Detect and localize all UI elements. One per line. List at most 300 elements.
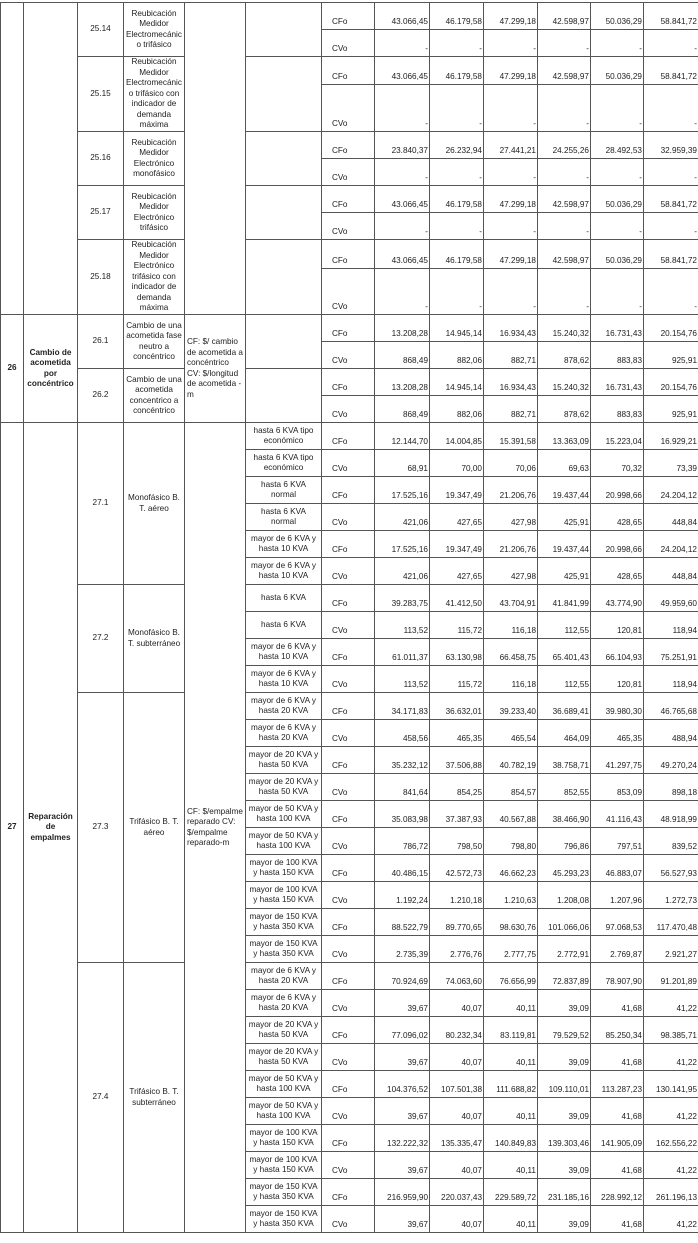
table-row [1,186,698,213]
cvo-value: 798,80 [484,828,538,855]
cvo-value: 118,94 [644,666,698,693]
cfo-label: CFo [322,963,375,990]
cvo-value: 2.735,39 [375,936,430,963]
cfo-value: 32.959,39 [644,132,698,159]
cvo-value: - [644,213,698,240]
item-code: 25.15 [78,57,124,132]
range-cell [246,132,322,186]
cfo-value: 39.980,30 [591,693,644,720]
cvo-label: CVo [322,720,375,747]
cvo-value: 839,52 [644,828,698,855]
cfo-label: CFo [322,477,375,504]
cfo-value: 113.287,23 [591,1071,644,1098]
cfo-value: 20.998,66 [591,531,644,558]
cfo-label: CFo [322,747,375,774]
cvo-value: 465,54 [484,720,538,747]
cvo-value: - [591,159,644,186]
kva-range: mayor de 6 KVA y hasta 10 KVA [246,666,322,693]
section-number-cell [1,3,24,315]
cfo-value: 14.945,14 [430,369,484,396]
kva-range: hasta 6 KVA normal [246,477,322,504]
cfo-value: 78.907,90 [591,963,644,990]
cvo-value: 120,81 [591,612,644,639]
cvo-label: CVo [322,774,375,801]
range-cell [246,3,322,57]
cvo-value: - [375,30,430,57]
kva-range: hasta 6 KVA tipo económico [246,423,322,450]
cvo-value: 882,06 [430,396,484,423]
cvo-value: 854,25 [430,774,484,801]
cvo-value: 41,22 [644,1044,698,1071]
range-cell [246,369,322,423]
cfo-value: 47.299,18 [484,186,538,213]
cfo-value: 46.179,58 [430,186,484,213]
section-title-cell [24,3,78,315]
item-code: 26.1 [78,315,124,369]
cvo-value: 41,68 [591,1206,644,1233]
unit-description: CF: $/empalme reparado CV: $/empalme reparado-m [185,423,246,1233]
cvo-value: - [538,159,591,186]
cfo-value: 40.486,15 [375,855,430,882]
cvo-value: 115,72 [430,666,484,693]
cfo-value: 162.556,22 [644,1125,698,1152]
cvo-value: 448,84 [644,504,698,531]
cfo-label: CFo [322,1125,375,1152]
cfo-value: 37.387,93 [430,801,484,828]
cfo-value: 34.171,83 [375,693,430,720]
kva-range: mayor de 150 KVA y hasta 350 KVA [246,1179,322,1206]
cfo-value: 58.841,72 [644,240,698,269]
cfo-value: 58.841,72 [644,186,698,213]
cvo-value: 116,18 [484,612,538,639]
cfo-value: 47.299,18 [484,240,538,269]
cvo-value: 2.769,87 [591,936,644,963]
cvo-value: 40,07 [430,1098,484,1125]
cvo-value: - [644,30,698,57]
cvo-value: 2.921,27 [644,936,698,963]
cfo-value: 19.347,49 [430,477,484,504]
cfo-value: 74.063,60 [430,963,484,990]
cvo-value: 1.192,24 [375,882,430,909]
item-name: Cambio de una acometida concentrico a concéntrico [124,369,185,423]
cfo-value: 49.270,24 [644,747,698,774]
cvo-value: 878,62 [538,342,591,369]
cfo-label: CFo [322,801,375,828]
kva-range: mayor de 6 KVA y hasta 20 KVA [246,693,322,720]
cfo-value: 77.096,02 [375,1017,430,1044]
cfo-value: 43.066,45 [375,186,430,213]
cvo-label: CVo [322,450,375,477]
cfo-value: 130.141,95 [644,1071,698,1098]
cfo-label: CFo [322,693,375,720]
cvo-label: CVo [322,828,375,855]
cfo-label: CFo [322,3,375,30]
kva-range: hasta 6 KVA tipo económico [246,450,322,477]
cfo-value: 107.501,38 [430,1071,484,1098]
cvo-value: 427,98 [484,504,538,531]
cfo-value: 80.232,34 [430,1017,484,1044]
cfo-value: 26.232,94 [430,132,484,159]
cfo-value: 98.630,76 [484,909,538,936]
table-row [1,369,698,396]
kva-range: mayor de 6 KVA y hasta 10 KVA [246,558,322,585]
cvo-value: 40,11 [484,1098,538,1125]
cvo-label: CVo [322,990,375,1017]
cvo-value: 448,84 [644,558,698,585]
cfo-label: CFo [322,909,375,936]
kva-range: mayor de 50 KVA y hasta 100 KVA [246,828,322,855]
cfo-value: 43.066,45 [375,3,430,30]
cfo-value: 50.036,29 [591,3,644,30]
item-name: Reubicación Medidor Electrónico trifásico con indicador de demanda máxima [124,240,185,315]
cvo-value: 39,67 [375,1044,430,1071]
cfo-value: 35.083,98 [375,801,430,828]
cfo-value: 43.066,45 [375,57,430,85]
cvo-value: 70,06 [484,450,538,477]
cvo-label: CVo [322,269,375,315]
cfo-value: 139.303,46 [538,1125,591,1152]
cvo-value: 797,51 [591,828,644,855]
kva-range: mayor de 150 KVA y hasta 350 KVA [246,909,322,936]
cfo-label: CFo [322,132,375,159]
cvo-value: 428,65 [591,504,644,531]
cfo-value: 48.918,99 [644,801,698,828]
cfo-value: 20.154,76 [644,369,698,396]
section-title: Reparación de empalmes [24,423,78,1233]
cfo-value: 132.222,32 [375,1125,430,1152]
cvo-value: 458,56 [375,720,430,747]
cvo-label: CVo [322,558,375,585]
item-name: Reubicación Medidor Electrónico trifásico [124,186,185,240]
cvo-value: - [430,269,484,315]
cfo-value: 43.704,91 [484,585,538,612]
cfo-value: 46.179,58 [430,240,484,269]
cvo-value: 868,49 [375,342,430,369]
table-row [1,240,698,269]
cvo-value: 41,68 [591,1152,644,1179]
cvo-value: - [644,159,698,186]
cvo-value: 39,67 [375,1206,430,1233]
cfo-value: 58.841,72 [644,3,698,30]
cvo-value: 113,52 [375,666,430,693]
cvo-value: 465,35 [430,720,484,747]
kva-range: mayor de 50 KVA y hasta 100 KVA [246,801,322,828]
cvo-value: 854,57 [484,774,538,801]
cfo-value: 24.255,26 [538,132,591,159]
cvo-value: 40,07 [430,1206,484,1233]
cfo-value: 79.529,52 [538,1017,591,1044]
cvo-value: 465,35 [591,720,644,747]
cfo-value: 42.598,97 [538,57,591,85]
cfo-value: 17.525,16 [375,531,430,558]
kva-range: mayor de 20 KVA y hasta 50 KVA [246,1044,322,1071]
cvo-value: - [591,30,644,57]
cvo-value: - [484,159,538,186]
cfo-value: 36.689,41 [538,693,591,720]
cfo-label: CFo [322,240,375,269]
cvo-value: 428,65 [591,558,644,585]
cfo-value: 36.632,01 [430,693,484,720]
cfo-value: 13.208,28 [375,315,430,342]
cfo-value: 16.934,43 [484,315,538,342]
cvo-value: 39,09 [538,1152,591,1179]
item-code: 27.1 [78,423,124,585]
cvo-value: 425,91 [538,504,591,531]
cvo-value: 40,07 [430,1044,484,1071]
cfo-label: CFo [322,1017,375,1044]
item-code: 27.3 [78,693,124,963]
item-code: 27.2 [78,585,124,693]
cvo-value: - [430,30,484,57]
cvo-value: 39,09 [538,1098,591,1125]
cfo-value: 42.572,73 [430,855,484,882]
item-code: 25.16 [78,132,124,186]
item-code: 26.2 [78,369,124,423]
item-code: 25.17 [78,186,124,240]
item-name: Reubicación Medidor Electromecánic o trifásico [124,3,185,57]
cfo-value: 70.924,69 [375,963,430,990]
cvo-value: 40,11 [484,1044,538,1071]
cvo-value: 39,09 [538,1206,591,1233]
cvo-value: - [484,85,538,132]
cfo-label: CFo [322,57,375,85]
cfo-value: 41.412,50 [430,585,484,612]
cfo-value: 16.731,43 [591,369,644,396]
cfo-value: 20.998,66 [591,477,644,504]
cfo-value: 83.119,81 [484,1017,538,1044]
cfo-value: 98.385,71 [644,1017,698,1044]
cfo-label: CFo [322,423,375,450]
cfo-value: 56.527,93 [644,855,698,882]
kva-range: mayor de 20 KVA y hasta 50 KVA [246,774,322,801]
cfo-value: 24.204,12 [644,477,698,504]
item-name: Reubicación Medidor Electromecánic o trifásico con indicador de demanda máxima [124,57,185,132]
cfo-value: 46.883,07 [591,855,644,882]
cvo-value: - [484,213,538,240]
cfo-value: 66.104,93 [591,639,644,666]
cvo-label: CVo [322,85,375,132]
cfo-value: 58.841,72 [644,57,698,85]
cvo-value: 40,11 [484,1206,538,1233]
tariff-table [0,2,698,1233]
cvo-label: CVo [322,159,375,186]
cfo-value: 46.662,23 [484,855,538,882]
cvo-value: 70,00 [430,450,484,477]
table-row [1,693,698,720]
cvo-value: 40,07 [430,990,484,1017]
cvo-value: - [591,269,644,315]
cvo-value: 39,67 [375,1098,430,1125]
cvo-value: 841,64 [375,774,430,801]
cfo-value: 216.959,90 [375,1179,430,1206]
item-name: Monofásico B. T. subterráneo [124,585,185,693]
cvo-value: 925,91 [644,342,698,369]
cfo-value: 42.598,97 [538,3,591,30]
table-row [1,132,698,159]
cvo-value: 40,11 [484,1152,538,1179]
cfo-value: 38.466,90 [538,801,591,828]
kva-range: hasta 6 KVA normal [246,504,322,531]
cvo-value: 488,94 [644,720,698,747]
cvo-value: 868,49 [375,396,430,423]
cfo-value: 15.223,04 [591,423,644,450]
table-row [1,585,698,612]
item-code: 25.14 [78,3,124,57]
cfo-label: CFo [322,1179,375,1206]
range-cell [246,186,322,240]
kva-range: mayor de 20 KVA y hasta 50 KVA [246,747,322,774]
cfo-value: 50.036,29 [591,240,644,269]
cfo-value: 72.837,89 [538,963,591,990]
cvo-value: 41,68 [591,1044,644,1071]
cfo-value: 24.204,12 [644,531,698,558]
cvo-value: 41,22 [644,1098,698,1125]
section-number: 27 [1,423,24,1233]
cfo-value: 16.934,43 [484,369,538,396]
cvo-label: CVo [322,504,375,531]
cfo-value: 42.598,97 [538,240,591,269]
cvo-value: 878,62 [538,396,591,423]
cvo-value: - [538,213,591,240]
cvo-value: - [644,85,698,132]
item-name: Monofásico B. T. aéreo [124,423,185,585]
cvo-value: 41,22 [644,1206,698,1233]
table-row [1,315,698,342]
cvo-value: 115,72 [430,612,484,639]
unit-description: CF: $/ cambio de acometida a concéntrico CV: $/longitud de acometida -m [185,315,246,423]
kva-range: mayor de 6 KVA y hasta 10 KVA [246,639,322,666]
cvo-value: - [375,269,430,315]
cfo-value: 15.240,32 [538,315,591,342]
cfo-value: 16.731,43 [591,315,644,342]
cvo-value: 41,22 [644,990,698,1017]
cfo-value: 12.144,70 [375,423,430,450]
cvo-value: 786,72 [375,828,430,855]
cfo-value: 19.437,44 [538,477,591,504]
cfo-value: 47.299,18 [484,57,538,85]
kva-range: mayor de 150 KVA y hasta 350 KVA [246,1206,322,1233]
cvo-value: - [430,85,484,132]
cfo-value: 46.765,68 [644,693,698,720]
table-row [1,57,698,85]
cfo-value: 46.179,58 [430,57,484,85]
cfo-value: 89.770,65 [430,909,484,936]
cfo-value: 117.470,48 [644,909,698,936]
cvo-value: - [644,269,698,315]
cvo-value: 1.208,08 [538,882,591,909]
cvo-value: 798,50 [430,828,484,855]
cvo-value: 113,52 [375,612,430,639]
cfo-value: 111.688,82 [484,1071,538,1098]
cvo-value: 39,67 [375,990,430,1017]
cfo-value: 47.299,18 [484,3,538,30]
kva-range: hasta 6 KVA [246,612,322,639]
cvo-value: 425,91 [538,558,591,585]
cfo-value: 20.154,76 [644,315,698,342]
cfo-value: 85.250,34 [591,1017,644,1044]
cfo-value: 76.656,99 [484,963,538,990]
cvo-value: 41,22 [644,1152,698,1179]
cvo-value: - [538,30,591,57]
cvo-value: 1.210,18 [430,882,484,909]
cvo-value: - [591,213,644,240]
cvo-value: 40,11 [484,990,538,1017]
cvo-value: 925,91 [644,396,698,423]
cvo-value: 427,65 [430,504,484,531]
cfo-value: 37.506,88 [430,747,484,774]
cfo-value: 88.522,79 [375,909,430,936]
kva-range: mayor de 150 KVA y hasta 350 KVA [246,936,322,963]
cfo-label: CFo [322,315,375,342]
cvo-label: CVo [322,30,375,57]
cfo-value: 109.110,01 [538,1071,591,1098]
cfo-value: 41.841,99 [538,585,591,612]
cvo-value: 2.776,76 [430,936,484,963]
unit-cell [185,3,246,315]
cvo-value: 1.207,96 [591,882,644,909]
cvo-value: 427,65 [430,558,484,585]
kva-range: mayor de 6 KVA y hasta 20 KVA [246,963,322,990]
cfo-value: 43.774,90 [591,585,644,612]
cvo-label: CVo [322,213,375,240]
cfo-value: 41.116,43 [591,801,644,828]
cfo-value: 13.208,28 [375,369,430,396]
cvo-value: 39,67 [375,1152,430,1179]
cfo-value: 46.179,58 [430,3,484,30]
table-row [1,423,698,450]
cfo-label: CFo [322,639,375,666]
cfo-value: 40.782,19 [484,747,538,774]
cvo-value: 1.210,63 [484,882,538,909]
cfo-value: 28.492,53 [591,132,644,159]
cfo-value: 15.391,58 [484,423,538,450]
cvo-value: 421,06 [375,558,430,585]
cvo-label: CVo [322,666,375,693]
cfo-value: 19.437,44 [538,531,591,558]
cfo-value: 104.376,52 [375,1071,430,1098]
cfo-label: CFo [322,531,375,558]
cvo-value: 796,86 [538,828,591,855]
section-title: Cambio de acometida por concéntrico [24,315,78,423]
cvo-value: 40,07 [430,1152,484,1179]
table-row [1,3,698,30]
cfo-value: 42.598,97 [538,186,591,213]
cfo-value: 39.283,75 [375,585,430,612]
cfo-value: 16.929,21 [644,423,698,450]
cvo-value: 883,83 [591,342,644,369]
cfo-label: CFo [322,1071,375,1098]
cfo-value: 40.567,88 [484,801,538,828]
cfo-value: 15.240,32 [538,369,591,396]
cfo-value: 27.441,21 [484,132,538,159]
cfo-value: 50.036,29 [591,57,644,85]
cfo-value: 19.347,49 [430,531,484,558]
cvo-value: 882,71 [484,396,538,423]
cfo-value: 45.293,23 [538,855,591,882]
cvo-label: CVo [322,1044,375,1071]
cvo-value: - [538,85,591,132]
cfo-value: 140.849,83 [484,1125,538,1152]
cfo-value: 50.036,29 [591,186,644,213]
cfo-value: 61.011,37 [375,639,430,666]
cfo-value: 63.130,98 [430,639,484,666]
cfo-label: CFo [322,186,375,213]
cfo-value: 13.363,09 [538,423,591,450]
cfo-value: 141.905,09 [591,1125,644,1152]
cvo-value: 120,81 [591,666,644,693]
cfo-value: 231.185,16 [538,1179,591,1206]
cvo-value: 1.272,73 [644,882,698,909]
